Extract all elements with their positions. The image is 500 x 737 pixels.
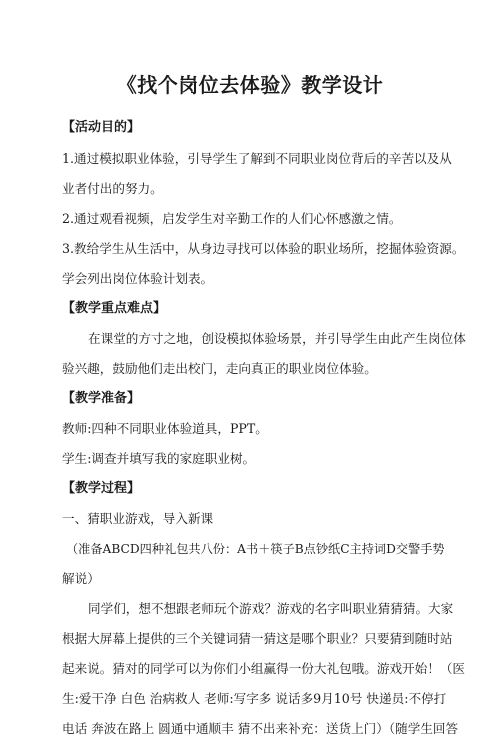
paragraph-line: 在课堂的方寸之地，创设模拟体验场景，并引导学生由此产生岗位体 <box>88 331 466 346</box>
paragraph-line: 电话 奔波在路上 圆通中通顺丰 猜不出来补充：送货上门）（随学生回答 <box>62 721 459 736</box>
paragraph-line: 验兴趣，鼓励他们走出校门，走向真正的职业岗位体验。 <box>62 361 377 376</box>
document-title: 《找个岗位去体验》教学设计 <box>116 73 384 97</box>
section-heading-purpose: 【活动目的】 <box>62 120 141 135</box>
paragraph-line: 起来说。猜对的同学可以为你们小组赢得一份大礼包哦。游戏开始！（医 <box>62 661 465 676</box>
paragraph-line: 根据大屏幕上提供的三个关键词猜一猜这是哪个职业？只要猜到随时站 <box>62 631 453 646</box>
paragraph-line: 一、猜职业游戏，导入新课 <box>62 511 214 526</box>
paragraph-line: 2.通过观看视频，启发学生对辛勤工作的人们心怀感激之情。 <box>62 211 402 226</box>
paragraph-line: 学生:调查并填写我的家庭职业树。 <box>62 451 256 466</box>
paragraph-line: 学会列出岗位体验计划表。 <box>62 271 214 286</box>
paragraph-line: 教师:四种不同职业体验道具，PPT。 <box>62 421 268 436</box>
paragraph-line: 生:爱干净 白色 治病救人 老师:写字多 说话多9月10号 快递员:不停打 <box>62 691 447 706</box>
section-heading-key-points: 【教学重点难点】 <box>62 301 167 316</box>
paragraph-line: 1.通过模拟职业体验，引导学生了解到不同职业岗位背后的辛苦以及从 <box>62 151 452 166</box>
section-heading-preparation: 【教学准备】 <box>62 391 141 406</box>
paragraph-line: 同学们，想不想跟老师玩个游戏？游戏的名字叫职业猜猜猜。大家 <box>88 601 454 616</box>
paragraph-line: 解说） <box>62 571 100 586</box>
paragraph-line: 3.教给学生从生活中，从身边寻找可以体验的职业场所，挖掘体验资源。 <box>62 241 465 256</box>
paragraph-line: 业者付出的努力。 <box>62 181 163 196</box>
paragraph-line: （准备ABCD四种礼包共八份：A书＋筷子B点钞纸C主持词D交警手势 <box>66 542 445 556</box>
section-heading-process: 【教学过程】 <box>62 481 141 496</box>
